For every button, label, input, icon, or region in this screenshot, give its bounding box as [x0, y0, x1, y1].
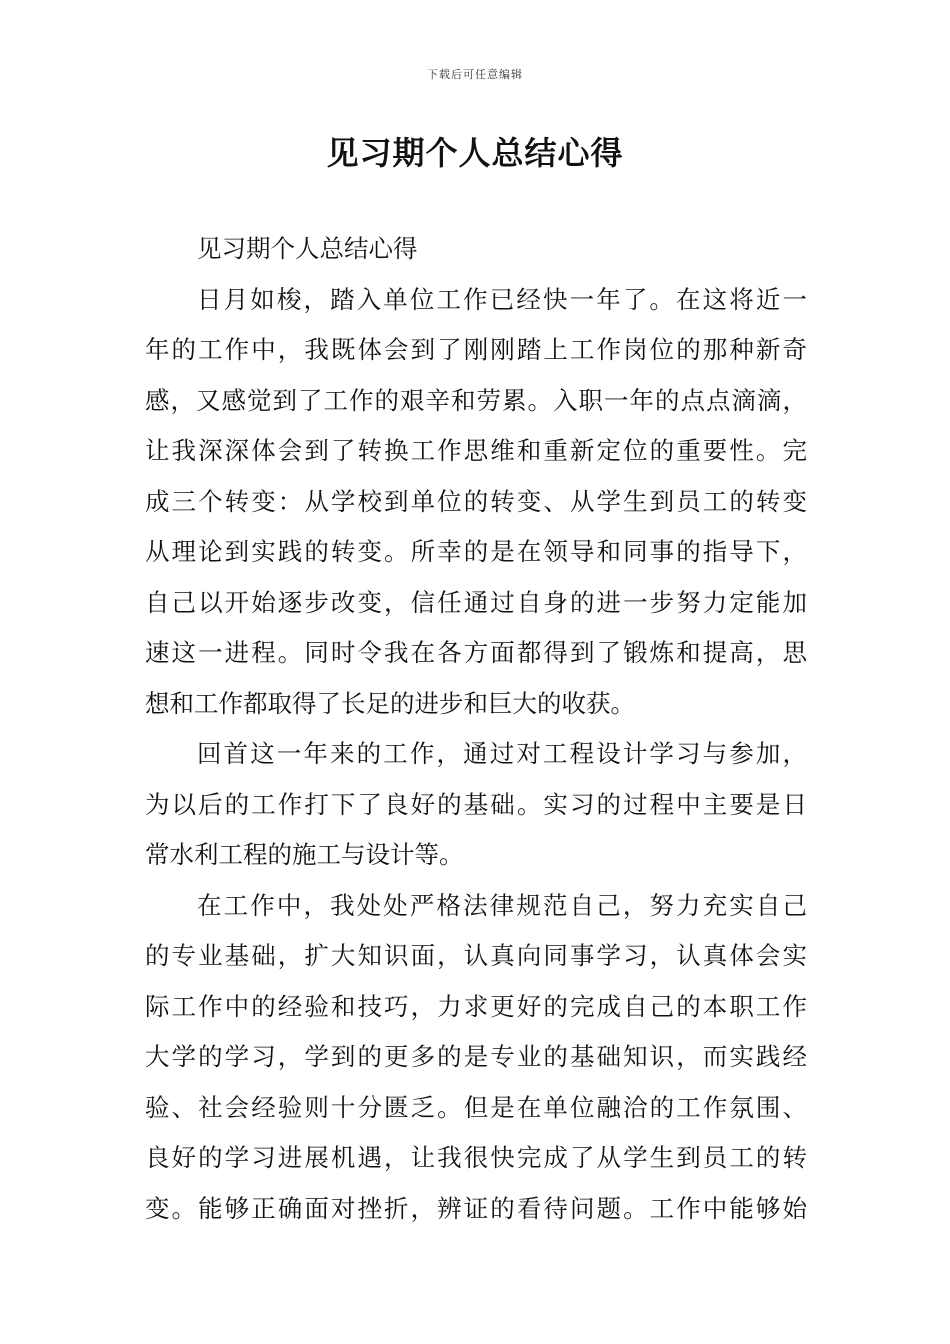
- paragraph-1-line-2: 年的工作中，我既体会到了刚刚踏上工作岗位的那种新奇: [145, 335, 807, 364]
- paragraph-1-line-1: 日月如梭，踏入单位工作已经快一年了。在这将近一: [197, 284, 807, 314]
- paragraph-1-line-6: 从理论到实践的转变。所幸的是在领导和同事的指导下，: [145, 537, 807, 566]
- paragraph-2-line-3: 常水利工程的施工与设计等。: [145, 840, 464, 869]
- paragraph-1-line-4: 让我深深体会到了转换工作思维和重新定位的重要性。完: [145, 436, 807, 465]
- paragraph-3-line-7: 变。能够正确面对挫折，辨证的看待问题。工作中能够始: [145, 1193, 807, 1223]
- paragraph-3-line-3: 际工作中的经验和技巧，力求更好的完成自己的本职工作: [145, 991, 807, 1021]
- paragraph-1-line-7: 自己以开始逐步改变，信任通过自身的进一步努力定能加: [145, 587, 807, 617]
- paragraph-2-line-2: 为以后的工作打下了良好的基础。实习的过程中主要是日: [145, 789, 807, 819]
- paragraph-1-line-5: 成三个转变：从学校到单位的转变、从学生到员工的转变: [145, 486, 807, 516]
- paragraph-3-line-5: 验、社会经验则十分匮乏。但是在单位融洽的工作氛围、: [145, 1092, 807, 1122]
- paragraph-1-line-3: 感，又感觉到了工作的艰辛和劳累。入职一年的点点滴滴，: [145, 385, 807, 415]
- paragraph-2-line-1: 回首这一年来的工作，通过对工程设计学习与参加，: [197, 739, 807, 768]
- header-note: 下载后可任意编辑: [427, 68, 523, 81]
- paragraph-3-line-6: 良好的学习进展机遇，让我很快完成了从学生到员工的转: [145, 1143, 807, 1172]
- document-body: [145, 224, 807, 1234]
- paragraph-3-line-4: 大学的学习，学到的更多的是专业的基础知识，而实践经: [145, 1042, 807, 1071]
- body-subtitle-line: 见习期个人总结心得: [197, 234, 418, 263]
- paragraph-3-line-1: 在工作中，我处处严格法律规范自己，努力充实自己: [197, 890, 807, 920]
- paragraph-3-line-2: 的专业基础，扩大知识面，认真向同事学习，认真体会实: [145, 941, 807, 970]
- document-title: 见习期个人总结心得: [326, 134, 624, 172]
- paragraph-1-line-9: 想和工作都取得了长足的进步和巨大的收获。: [145, 688, 635, 718]
- paragraph-1-line-8: 速这一进程。同时令我在各方面都得到了锻炼和提高，思: [145, 638, 807, 667]
